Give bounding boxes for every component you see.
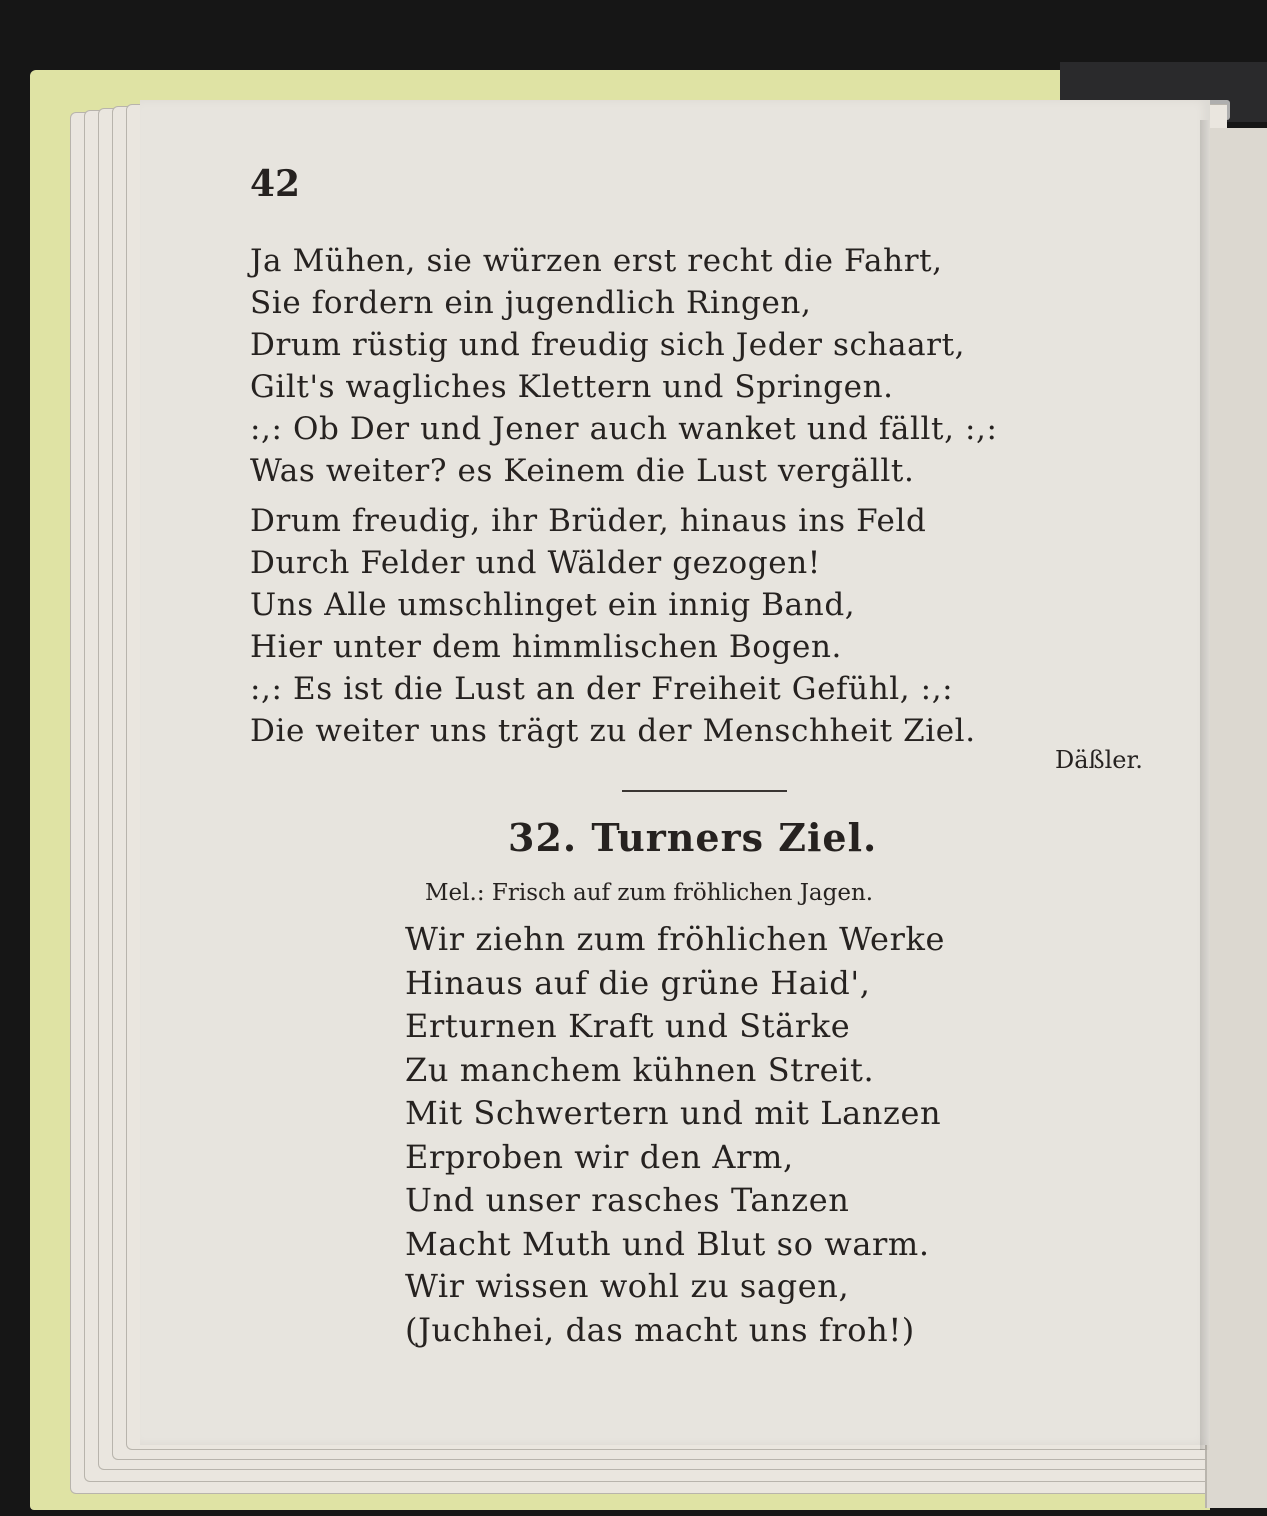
verse-line: Drum freudig, ihr Brüder, hinaus ins Feld <box>250 503 927 539</box>
verse-line: Erproben wir den Arm, <box>405 1137 794 1176</box>
verse-line: Zu manchem kühnen Streit. <box>405 1050 875 1089</box>
gutter-shadow <box>1200 120 1210 1450</box>
verse-line: Hier unter dem himmlischen Bogen. <box>250 629 842 665</box>
melody-note: Mel.: Frisch auf zum fröhlichen Jagen. <box>425 880 874 906</box>
verse-line: Hinaus auf die grüne Haid', <box>405 963 871 1002</box>
verse-line: Gilt's wagliches Klettern und Springen. <box>250 369 894 405</box>
verse-line: Ja Mühen, sie würzen erst recht die Fahrt, <box>250 243 943 279</box>
verse-line: Und unser rasches Tanzen <box>405 1181 850 1219</box>
facing-page <box>1205 128 1267 1508</box>
verse-line: Sie fordern ein jugendlich Ringen, <box>250 285 812 321</box>
verse-line: Macht Muth und Blut so warm. <box>405 1224 930 1263</box>
verse-line: :,: Es ist die Lust an der Freiheit Gefühl, :,: <box>250 671 954 707</box>
verse-line: Die weiter uns trägt zu der Menschheit Ziel. <box>250 713 976 749</box>
verse-line: Drum rüstig und freudig sich Jeder schaart, <box>250 327 966 363</box>
verse-line: Mit Schwertern und mit Lanzen <box>405 1094 942 1132</box>
stanza-2 <box>250 500 976 752</box>
verse-line: Was weiter? es Keinem die Lust vergällt. <box>250 453 915 489</box>
verse-line: Durch Felder und Wälder gezogen! <box>250 545 821 581</box>
verse-line: :,: Ob Der und Jener auch wanket und fällt, :,: <box>250 411 998 447</box>
verse-line: Erturnen Kraft und Stärke <box>405 1007 851 1045</box>
verse-line: Wir ziehn zum fröhlichen Werke <box>405 920 946 958</box>
verse-line: Uns Alle umschlinget ein innig Band, <box>250 587 856 623</box>
section-divider <box>622 790 787 792</box>
stanza-4 <box>405 1265 915 1352</box>
stanza-3 <box>405 918 945 1266</box>
song-title: 32. Turners Ziel. <box>508 815 878 860</box>
stanza-1 <box>250 240 998 492</box>
verse-line: Wir wissen wohl zu sagen, <box>405 1267 850 1305</box>
page-number: 42 <box>250 163 301 205</box>
verse-line: (Juchhei, das macht uns froh!) <box>405 1310 915 1349</box>
author-name: Däßler. <box>1055 746 1143 774</box>
